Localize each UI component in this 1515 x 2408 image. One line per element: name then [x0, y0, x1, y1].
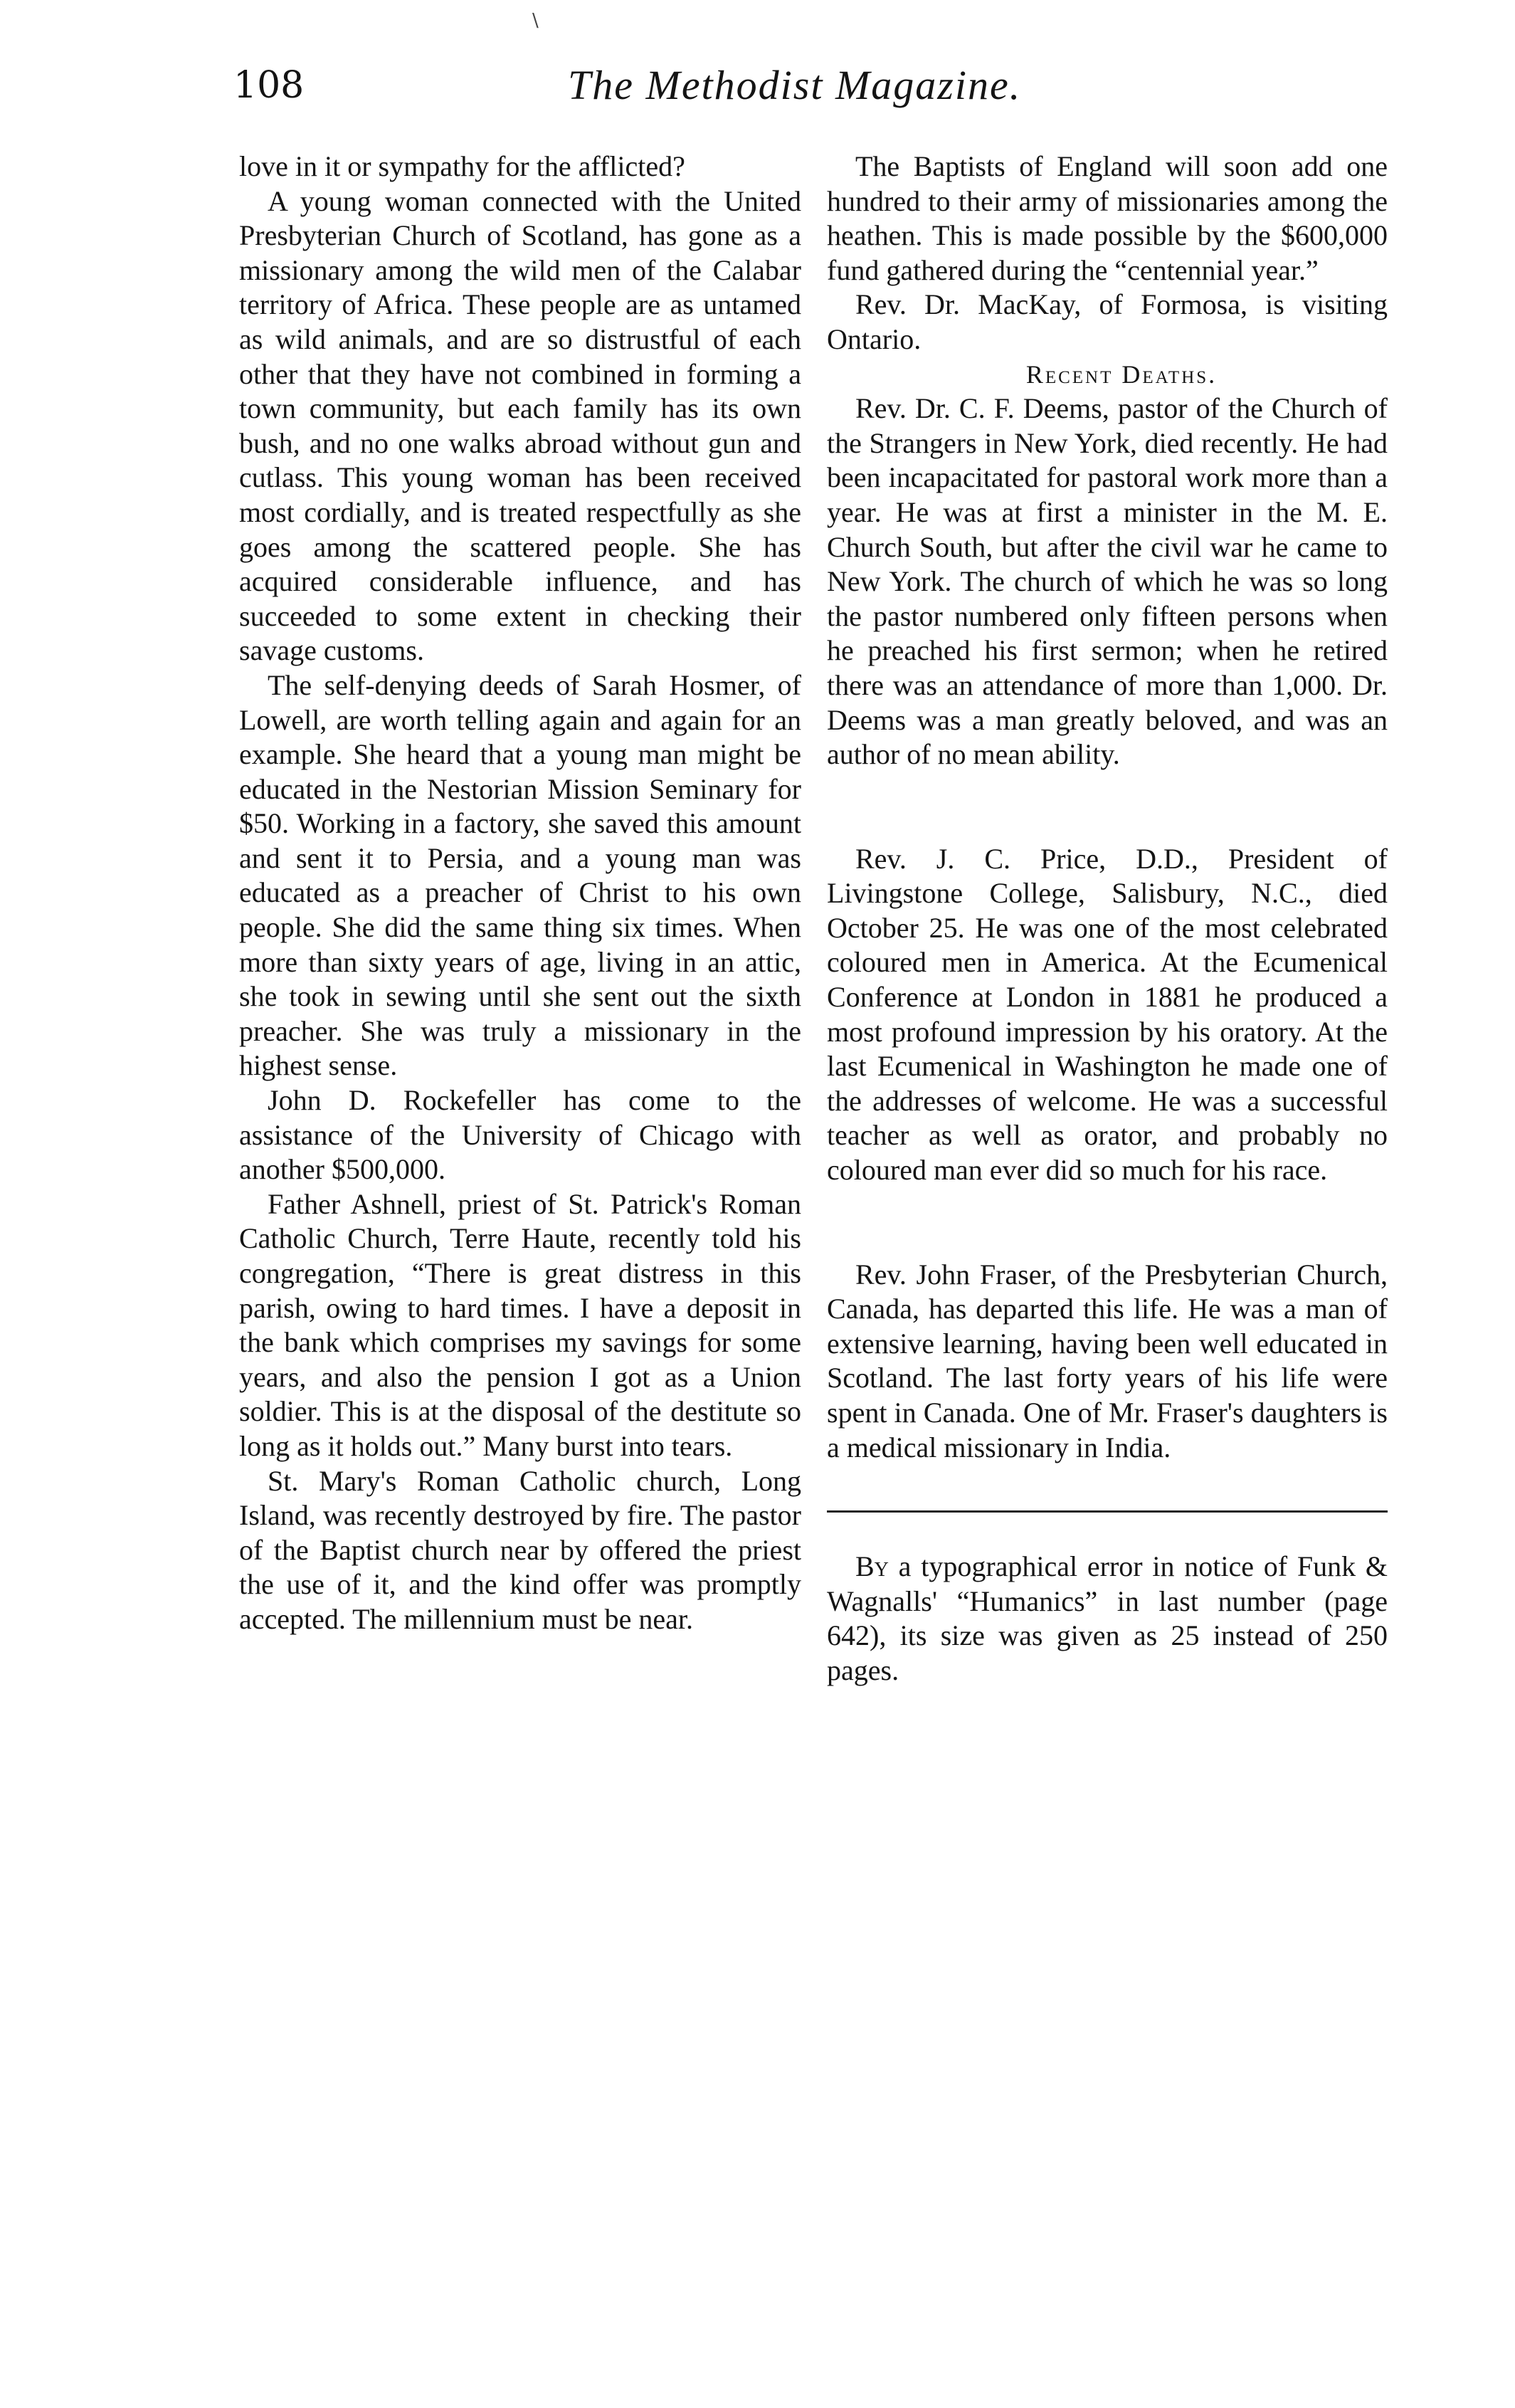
paragraph: John D. Rockefeller has come to the assistance of the University of Chicago with another $500,000.: [239, 1084, 801, 1186]
paragraph: Father Ashnell, priest of St. Patrick's Roman Catholic Church, Terre Haute, recently told his congregation, “There is great distress in this parish, owing to hard times. I have a deposit in the bank which comprises my savings for some years, and also the pension I got as a Union soldier. This is at the disposal of the destitute so long as it holds out.” Many burst into tears.: [239, 1187, 801, 1462]
right-column: [827, 149, 1388, 1688]
obituary: Rev. John Fraser, of the Presbyterian Church, Canada, has departed this life. He was a man of extensive learning, having been well educated in Scotland. The last forty years of his life were spent in Canada. One of Mr. Fraser's daughters is a medical missionary in India.: [827, 1258, 1388, 1463]
stray-print-mark: \: [532, 10, 539, 31]
page-number: 108: [233, 64, 305, 107]
paragraph: The Baptists of England will soon add one hundred to their army of missionaries among the heathen. This is made possible by the $600,000 fund gathered during the “centennial year.”: [827, 150, 1388, 286]
obituary: Rev. Dr. C. F. Deems, pastor of the Church of the Strangers in New York, died recently. He had been incapacitated for pastoral work more than a year. He was at first a minister in the M. E. Church South, but after the civil war he came to New York. The church of which he was so long the pastor numbered only fifteen persons when he preached his first sermon; when he retired there was an attendance of more than 1,000. Dr. Deems was a man greatly beloved, and was an author of no mean ability.: [827, 392, 1388, 771]
running-title: The Methodist Magazine.: [568, 62, 1022, 108]
notice-text: a typographical error in notice of Funk & Wagnalls' “Humanics” in last number (page 642), its size was given as 25 instead of 250 pages.: [827, 1550, 1388, 1686]
left-column: [239, 149, 801, 1637]
notice-lead: By: [855, 1550, 889, 1583]
erratum-notice: [827, 1550, 1388, 1688]
section-heading: Recent Deaths.: [1025, 359, 1218, 389]
paragraph: A young woman connected with the United Presbyterian Church of Scotland, has gone as a missionary among the wild men of the Calabar territory of Africa. These people are as untamed as wild animals, and are so distrustful of each other that they have not combined in forming a town community, but each family has its own bush, and no one walks abroad without gun and cutlass. This young woman has been received most cordially, and is treated respectfully as she goes among the scattered people. She has acquired considerable influence, and has succeeded to some extent in checking their savage customs.: [239, 184, 801, 667]
paragraph: St. Mary's Roman Catholic church, Long Island, was recently destroyed by fire. The pastor of the Baptist church near by offered the priest the use of it, and the kind offer was promptly accepted. The millennium must be near.: [239, 1464, 801, 1635]
obituary: Rev. J. C. Price, D.D., President of Livingstone College, Salisbury, N.C., died October 25. He was one of the most celebrated coloured men in America. At the Ecumenical Conference at London in 1881 he produced a most profound impression by his oratory. At the last Ecumenical in Washington he made one of the addresses of welcome. He was a successful teacher as well as orator, and probably no coloured man ever did so much for his race.: [827, 842, 1388, 1187]
paragraph: Rev. Dr. MacKay, of Formosa, is visiting Ontario.: [827, 288, 1388, 355]
page-header: [233, 57, 1388, 121]
paragraph: The self-denying deeds of Sarah Hosmer, of Lowell, are worth telling again and again for an example. She heard that a young man might be educated in the Nestorian Mission Seminary for $50. Working in a factory, she saved this amount and sent it to Persia, and a young man was educated as a preacher of Christ to his own people. She did the same thing six times. When more than sixty years of age, living in an attic, she took in sewing until she sent out the sixth preacher. She was truly a missionary in the highest sense.: [239, 668, 801, 1082]
paragraph: love in it or sympathy for the afflicted?: [239, 150, 685, 182]
divider-rule: [827, 1510, 1388, 1513]
